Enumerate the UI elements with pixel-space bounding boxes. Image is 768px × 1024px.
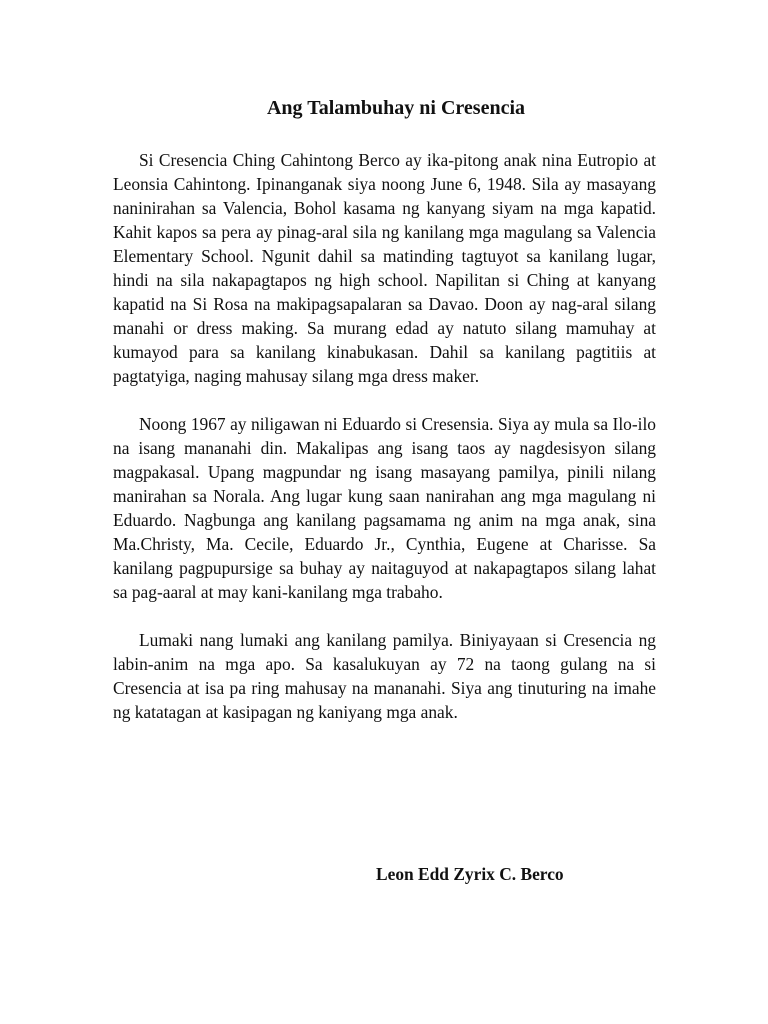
- author-signature: Leon Edd Zyrix C. Berco: [376, 864, 564, 884]
- paragraph-1: Si Cresencia Ching Cahintong Berco ay ika-pitong anak nina Eutropio at Leonsia Cahintong. Ipinanganak siya noong June 6, 1948. Sila ay masayang naninirahan sa Valencia, Bohol kasama ng kanyang siyam na mga kapatid. Kahit kapos sa pera ay pinag-aral sila ng kanilang mga magulang sa Valencia Elementary School. Ngunit dahil sa matinding tagtuyot sa kanilang lugar, hindi na sila nakapagtapos ng high school. Napilitan si Ching at kanyang kapatid na Si Rosa na makipagsapalaran sa Davao. Doon ay nag-aral silang manahi or dress making. Sa murang edad ay natuto silang mamuhay at kumayod para sa kanilang kinabukasan. Dahil sa kanilang pagtitiis at pagtatyiga, naging mahusay silang mga dress maker.: [113, 150, 656, 386]
- paragraph-2: Noong 1967 ay niligawan ni Eduardo si Cresensia. Siya ay mula sa Ilo-ilo na isang mananahi din. Makalipas ang isang taos ay nagdesisyon silang magpakasal. Upang magpundar ng isang masayang pamilya, pinili nilang manirahan sa Norala. Ang lugar kung saan nanirahan ang mga magulang ni Eduardo. Nagbunga ang kanilang pagsamama ng anim na mga anak, sina Ma.Christy, Ma. Cecile, Eduardo Jr., Cynthia, Eugene at Charisse. Sa kanilang pagpupursige sa buhay ay naitaguyod at nakapagtapos silang lahat sa pag-aaral at may kani-kanilang mga trabaho.: [113, 414, 656, 602]
- document-title: Ang Talambuhay ni Cresencia: [266, 97, 526, 119]
- paragraph-3: Lumaki nang lumaki ang kanilang pamilya. Biniyayaan si Cresencia ng labin-anim na mga apo. Sa kasalukuyan ay 72 na taong gulang na si Cresencia at isa pa ring mahusay na mananahi. Siya ang tinuturing na imahe ng katatagan at kasipagan ng kaniyang mga anak.: [113, 630, 656, 722]
- document-body: [113, 148, 656, 724]
